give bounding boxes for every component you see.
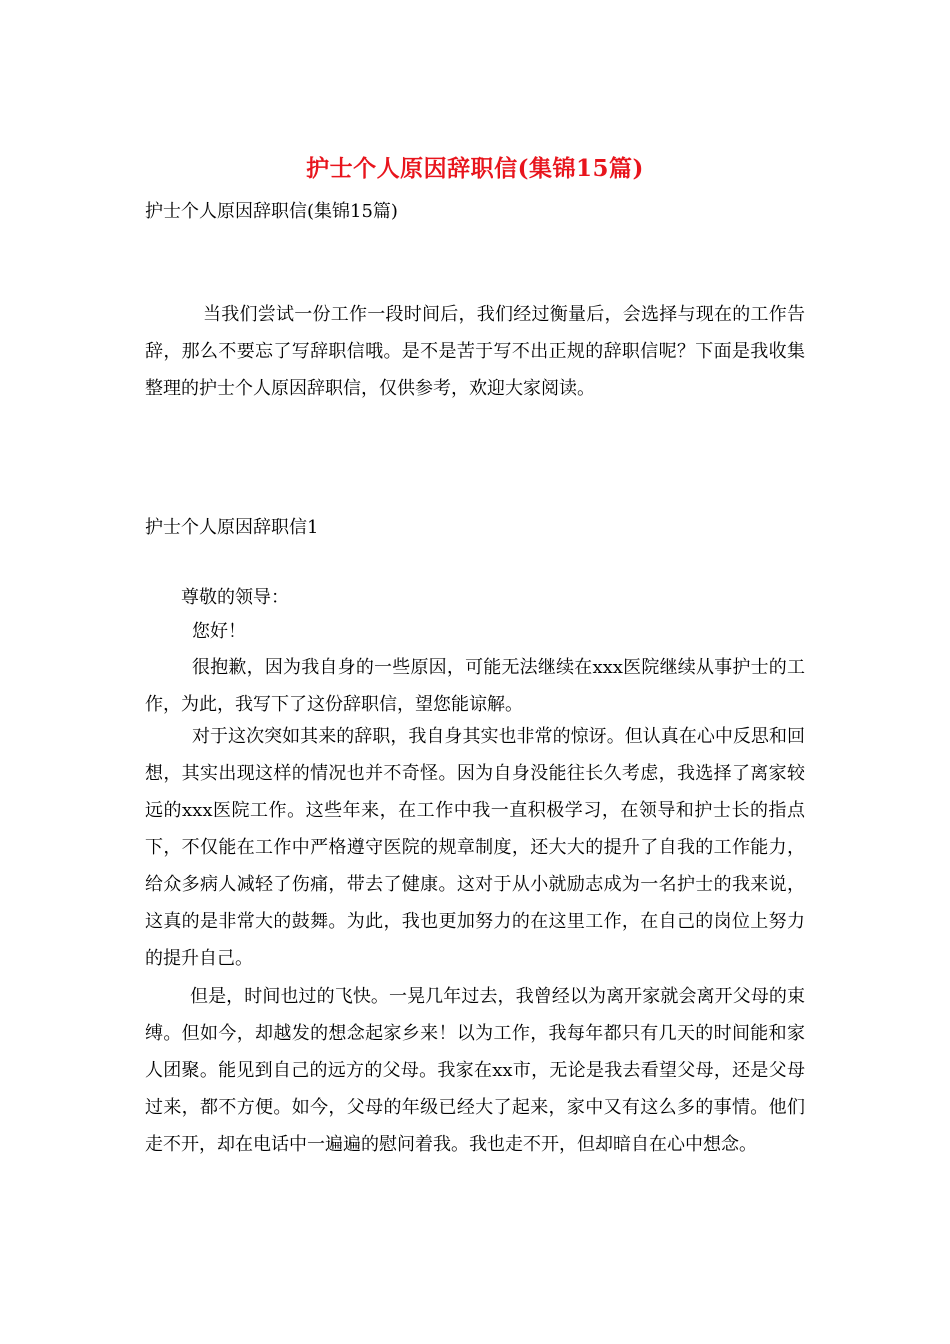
- body-paragraph: 但是，时间也过的飞快。一晃几年过去，我曾经以为离开家就会离开父母的束缚。但如今，却越发的想念起家乡来！以为工作，我每年都只有几天的时间能和家人团聚。能见到自己的远方的父母。我家在xx市，无论是我去看望父母，还是父母过来，都不方便。如今，父母的年级已经大了起来，家中又有这么多的事情。他们走不开，却在电话中一遍遍的慰问着我。我也走不开，但却暗自在心中想念。: [145, 986, 805, 1155]
- body-paragraph: 对于这次突如其来的辞职，我自身其实也非常的惊讶。但认真在心中反思和回想，其实出现这样的情况也并不奇怪。因为自身没能往长久考虑，我选择了离家较远的xxx医院工作。这些年来，在工作中我一直积极学习，在领导和护士长的指点下，不仅能在工作中严格遵守医院的规章制度，还大大的提升了自我的工作能力，给众多病人减轻了伤痛，带去了健康。这对于从小就励志成为一名护士的我来说，这真的是非常大的鼓舞。为此，我也更加努力的在这里工作，在自己的岗位上努力的提升自己。: [145, 726, 805, 969]
- intro-paragraph: 当我们尝试一份工作一段时间后，我们经过衡量后，会选择与现在的工作告辞，那么不要忘了写辞职信哦。是不是苦于写不出正规的辞职信呢？下面是我收集整理的护士个人原因辞职信，仅供参考，欢迎大家阅读。: [145, 304, 805, 399]
- body-paragraph: 很抱歉，因为我自身的一些原因，可能无法继续在xxx医院继续从事护士的工作，为此，我写下了这份辞职信，望您能谅解。: [145, 657, 805, 715]
- greeting: 您好！: [192, 621, 246, 642]
- letter-heading: 护士个人原因辞职信1: [145, 517, 319, 538]
- document-title: 护士个人原因辞职信(集锦15篇): [306, 155, 644, 182]
- document-subtitle: 护士个人原因辞职信(集锦15篇): [145, 201, 398, 222]
- salutation: 尊敬的领导：: [181, 587, 289, 608]
